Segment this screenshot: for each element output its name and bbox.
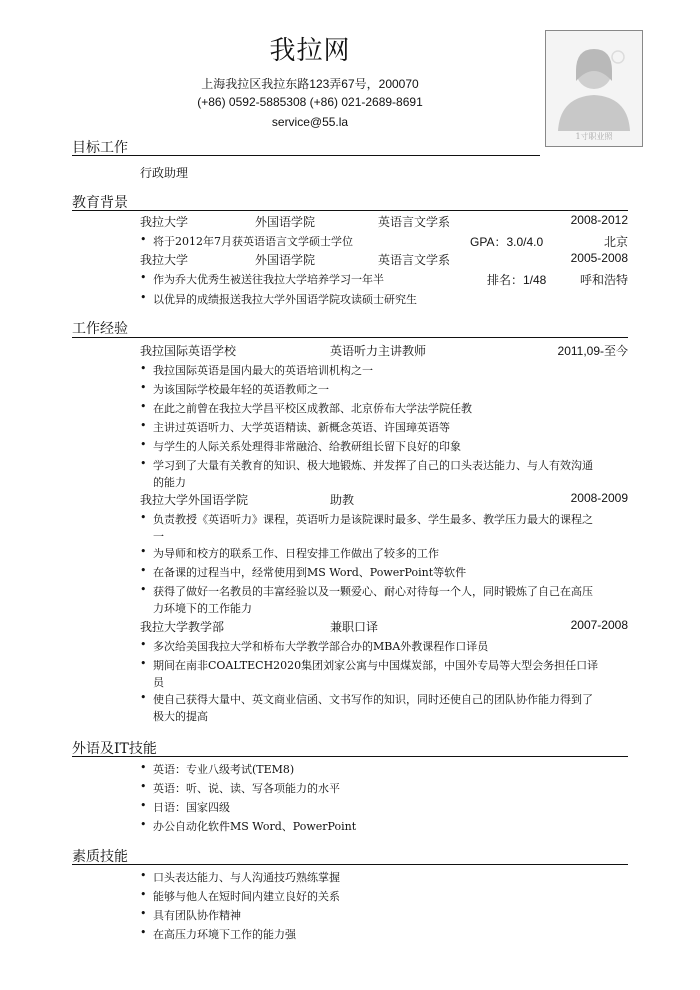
bullet-icon: • bbox=[140, 271, 147, 284]
list-item bbox=[0, 233, 700, 251]
location: 北京 bbox=[603, 235, 628, 249]
job-entry bbox=[0, 618, 700, 636]
bullet-icon: • bbox=[140, 564, 147, 577]
list-item-text: 日语：国家四级 bbox=[153, 801, 230, 814]
list-item bbox=[0, 907, 700, 925]
role: 兼职口译 bbox=[330, 620, 379, 634]
list-item-continuation bbox=[0, 474, 700, 492]
bullet-icon: • bbox=[140, 583, 147, 596]
list-item-text: 英语：听、说、读、写各项能力的水平 bbox=[153, 782, 340, 795]
list-item-text: 具有团队协作精神 bbox=[153, 909, 241, 922]
bullet-icon: • bbox=[140, 818, 147, 831]
list-item-text: 口头表达能力、与人沟通技巧熟练掌握 bbox=[153, 871, 340, 884]
section-title-education: 教育背景 bbox=[72, 195, 128, 211]
bullet-icon: • bbox=[140, 545, 147, 558]
person-silhouette-icon bbox=[546, 31, 642, 131]
bullet-icon: • bbox=[140, 419, 147, 432]
list-item-text: 为该国际学校最年轻的英语教师之一 bbox=[153, 383, 329, 396]
bullet-icon: • bbox=[140, 438, 147, 451]
organization: 我拉大学教学部 bbox=[140, 620, 225, 634]
list-item bbox=[0, 657, 700, 675]
list-item bbox=[0, 381, 700, 399]
list-item-text: 的能力 bbox=[153, 476, 186, 489]
list-item bbox=[0, 926, 700, 944]
list-item-text: 极大的提高 bbox=[153, 710, 208, 723]
list-item-text: 我拉国际英语是国内最大的英语培训机构之一 bbox=[153, 364, 373, 377]
bullet-icon: • bbox=[140, 888, 147, 901]
bullet-icon: • bbox=[140, 362, 147, 375]
list-item-continuation bbox=[0, 674, 700, 692]
bullet-icon: • bbox=[140, 657, 147, 670]
job-entry bbox=[0, 342, 700, 360]
section-rule bbox=[72, 864, 628, 865]
date-range: 2011,09-至今 bbox=[557, 344, 628, 358]
list-item-text: 获得了做好一名教员的丰富经验以及一颗爱心、耐心对待每一个人，同时锻炼了自己在高压 bbox=[153, 585, 593, 598]
list-item bbox=[0, 291, 700, 309]
list-item bbox=[0, 362, 700, 380]
list-item bbox=[0, 799, 700, 817]
section-title-qualities: 素质技能 bbox=[72, 849, 128, 865]
school: 我拉大学 bbox=[140, 253, 189, 267]
list-item-text: 期间在南非COALTECH2020集团刘家公寓与中国煤炭部，中国外专局等大型会务担任口译 bbox=[153, 659, 599, 672]
date-range: 2007-2008 bbox=[570, 618, 628, 632]
list-item-text: 在此之前曾在我拉大学昌平校区成教部、北京侨布大学法学院任教 bbox=[153, 402, 472, 415]
list-item-text: 一 bbox=[153, 530, 164, 543]
photo-caption: 1寸职业照 bbox=[575, 132, 613, 141]
list-item-continuation bbox=[0, 528, 700, 546]
section-title-work: 工作经验 bbox=[72, 321, 128, 337]
list-item bbox=[0, 419, 700, 437]
bullet-icon: • bbox=[140, 638, 147, 651]
job-entry bbox=[0, 491, 700, 509]
list-item bbox=[0, 691, 700, 709]
major: 英语言文学系 bbox=[378, 253, 451, 267]
bullet-icon: • bbox=[140, 799, 147, 812]
list-item bbox=[0, 511, 700, 529]
list-item-text: 办公自动化软件MS Word、PowerPoint bbox=[153, 820, 357, 833]
objective-value: 行政助理 bbox=[140, 166, 189, 180]
organization: 我拉国际英语学校 bbox=[140, 344, 237, 358]
role: 助教 bbox=[330, 493, 355, 507]
date-range: 2008-2012 bbox=[570, 213, 628, 227]
rank: 排名：1/48 bbox=[487, 273, 547, 287]
bullet-icon: • bbox=[140, 400, 147, 413]
list-item bbox=[0, 400, 700, 418]
list-item-text: 负责教授《英语听力》课程，英语听力是该院课时最多、学生最多、教学压力最大的课程之 bbox=[153, 513, 593, 526]
list-item-text: 与学生的人际关系处理得非常融洽、给教研组长留下良好的印象 bbox=[153, 440, 461, 453]
applicant-name: 我拉网 bbox=[269, 36, 351, 66]
department: 外国语学院 bbox=[255, 253, 316, 267]
list-item bbox=[0, 271, 700, 289]
photo-placeholder bbox=[545, 30, 643, 147]
list-item-text: 能够与他人在短时间内建立良好的关系 bbox=[153, 890, 340, 903]
section-rule bbox=[72, 756, 628, 757]
list-item bbox=[0, 818, 700, 836]
phone-numbers: (+86) 0592-5885308 (+86) 021-2689-8691 bbox=[197, 95, 423, 109]
list-item-text: 使自己获得大量中、英文商业信函、文书写作的知识，同时还使自己的团队协作能力得到了 bbox=[153, 693, 593, 706]
list-item-text: 在高压力环境下工作的能力强 bbox=[153, 928, 296, 941]
list-item-text: 员 bbox=[153, 676, 164, 689]
list-item bbox=[0, 457, 700, 475]
address: 上海我拉区我拉东路123弄67号，200070 bbox=[201, 77, 419, 91]
bullet-icon: • bbox=[140, 511, 147, 524]
bullet-icon: • bbox=[140, 381, 147, 394]
bullet-icon: • bbox=[140, 457, 147, 470]
organization: 我拉大学外国语学院 bbox=[140, 493, 249, 507]
education-entry bbox=[0, 251, 700, 269]
major: 英语言文学系 bbox=[378, 215, 451, 229]
list-item bbox=[0, 761, 700, 779]
location: 呼和浩特 bbox=[579, 273, 628, 287]
bullet-icon: • bbox=[140, 926, 147, 939]
list-item bbox=[0, 869, 700, 887]
list-item bbox=[0, 780, 700, 798]
list-item-text: 为导师和校方的联系工作、日程安排工作做出了较多的工作 bbox=[153, 547, 439, 560]
bullet-icon: • bbox=[140, 907, 147, 920]
bullet-icon: • bbox=[140, 761, 147, 774]
list-item-text: 在备课的过程当中，经常使用到MS Word、PowerPoint等软件 bbox=[153, 566, 467, 579]
bullet-icon: • bbox=[140, 233, 147, 246]
list-item-text: 力环境下的工作能力 bbox=[153, 602, 252, 615]
list-item-text: 作为乔大优秀生被送往我拉大学培养学习一年半 bbox=[153, 273, 384, 286]
list-item-continuation bbox=[0, 600, 700, 618]
list-item-text: 主讲过英语听力、大学英语精读、新概念英语、许国璋英语等 bbox=[153, 421, 450, 434]
role: 英语听力主讲教师 bbox=[330, 344, 427, 358]
section-title-objective: 目标工作 bbox=[72, 140, 128, 156]
date-range: 2005-2008 bbox=[570, 251, 628, 265]
section-rule bbox=[72, 337, 628, 338]
list-item-text: 将于2012年7月获英语语言文学硕士学位 bbox=[153, 235, 353, 248]
bullet-icon: • bbox=[140, 691, 147, 704]
section-rule bbox=[72, 155, 540, 156]
list-item-text: 学习到了大量有关教育的知识、极大地锻炼、并发挥了自己的口头表达能力、与人有效沟通 bbox=[153, 459, 593, 472]
list-item bbox=[0, 638, 700, 656]
department: 外国语学院 bbox=[255, 215, 316, 229]
list-item bbox=[0, 564, 700, 582]
list-item bbox=[0, 888, 700, 906]
bullet-icon: • bbox=[140, 869, 147, 882]
list-item bbox=[0, 438, 700, 456]
school: 我拉大学 bbox=[140, 215, 189, 229]
list-item-continuation bbox=[0, 708, 700, 726]
email: service@55.la bbox=[271, 115, 349, 129]
section-rule bbox=[72, 210, 628, 211]
list-item bbox=[0, 545, 700, 563]
gpa: GPA：3.0/4.0 bbox=[470, 235, 544, 249]
list-item-text: 以优异的成绩报送我拉大学外国语学院攻读硕士研究生 bbox=[153, 293, 417, 306]
bullet-icon: • bbox=[140, 780, 147, 793]
list-item-text: 英语：专业八级考试(TEM8) bbox=[153, 763, 295, 776]
section-title-languages: 外语及IT技能 bbox=[72, 741, 157, 757]
bullet-icon: • bbox=[140, 291, 147, 304]
education-entry bbox=[0, 213, 700, 231]
date-range: 2008-2009 bbox=[570, 491, 628, 505]
list-item bbox=[0, 583, 700, 601]
list-item-text: 多次给美国我拉大学和桥布大学教学部合办的MBA外教课程作口译员 bbox=[153, 640, 489, 653]
